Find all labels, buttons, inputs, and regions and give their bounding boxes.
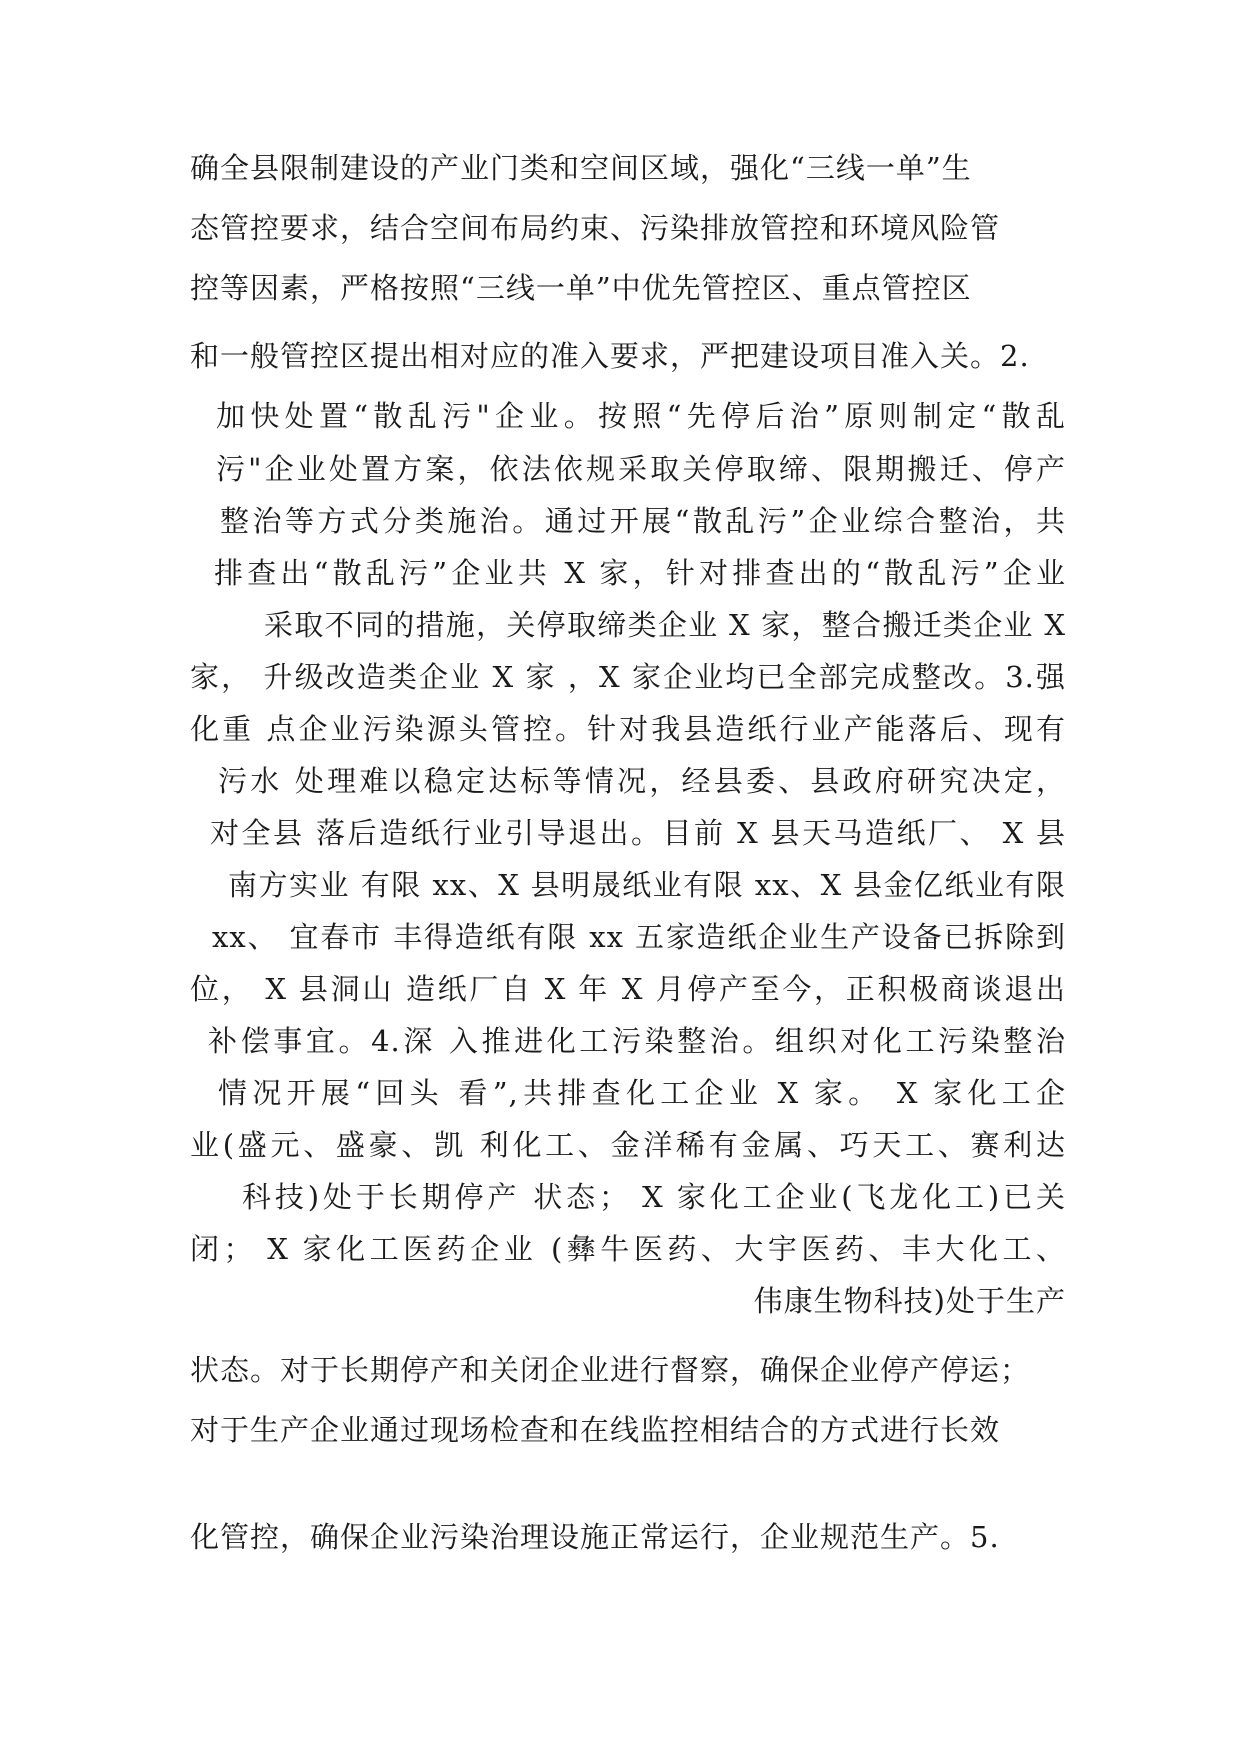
text-line-7: 整治等方式分类施治。通过开展“散乱污”企业综合整治，共 [220,504,1066,538]
text-line-5: 加快处置“散乱污"企业。按照“先停后治”原则制定“散乱 [216,399,1066,433]
text-line-20: 科技)处于长期停产 状态； X 家化工企业(飞龙化工)已关 [242,1180,1066,1214]
text-line-10: 家， 升级改造类企业 X 家 ，X 家企业均已全部完成整改。3.强 [190,660,1066,694]
text-line-9: 采取不同的措施，关停取缔类企业 X 家，整合搬迁类企业 X [264,608,1066,642]
text-line-14: 南方实业 有限 xx、X 县明晟纸业有限 xx、X 县金亿纸业有限 [228,868,1066,902]
text-line-19: 业(盛元、盛豪、凯 利化工、金洋稀有金属、巧天工、赛利达 [190,1128,1066,1162]
text-line-16: 位， X 县洞山 造纸厂自 X 年 X 月停产至今，正积极商谈退出 [190,972,1066,1006]
text-line-22: 伟康生物科技)处于生产 [753,1284,1066,1318]
text-line-25: 化管控，确保企业污染治理设施正常运行，企业规范生产。5. [190,1520,1000,1554]
text-line-21: 闭； X 家化工医药企业 (彝牛医药、大宇医药、丰大化工、 [190,1232,1066,1266]
text-line-15: xx、 宜春市 丰得造纸有限 xx 五家造纸企业生产设备已拆除到 [212,920,1066,954]
text-line-8: 排查出“散乱污”企业共 X 家，针对排查出的“散乱污”企业 [214,556,1066,590]
text-line-12: 污水 处理难以稳定达标等情况，经县委、县政府研究决定， [218,764,1066,798]
text-line-17: 补偿事宜。4.深 入推进化工污染整治。组织对化工污染整治 [208,1024,1066,1058]
text-line-24: 对于生产企业通过现场检查和在线监控相结合的方式进行长效 [190,1413,1001,1447]
text-line-11: 化重 点企业污染源头管控。针对我县造纸行业产能落后、现有 [190,712,1066,746]
text-line-18: 情况开展“回头 看”,共排查化工企业 X 家。 X 家化工企 [218,1076,1066,1110]
text-line-13: 对全县 落后造纸行业引导退出。目前 X 县天马造纸厂、 X 县 [210,816,1066,850]
text-line-23: 状态。对于长期停产和关闭企业进行督察，确保企业停产停运； [190,1353,1031,1387]
text-line-2: 态管控要求，结合空间布局约束、污染排放管控和环境风险管 [190,211,1001,245]
text-line-3: 控等因素，严格按照“三线一单”中优先管控区、重点管控区 [190,271,972,305]
text-line-6: 污"企业处置方案，依法依规采取关停取缔、限期搬迁、停产 [216,452,1066,486]
text-line-1: 确全县限制建设的产业门类和空间区域，强化“三线一单”生 [190,151,972,185]
text-line-4: 和一般管控区提出相对应的准入要求，严把建设项目准入关。2. [190,339,1030,373]
